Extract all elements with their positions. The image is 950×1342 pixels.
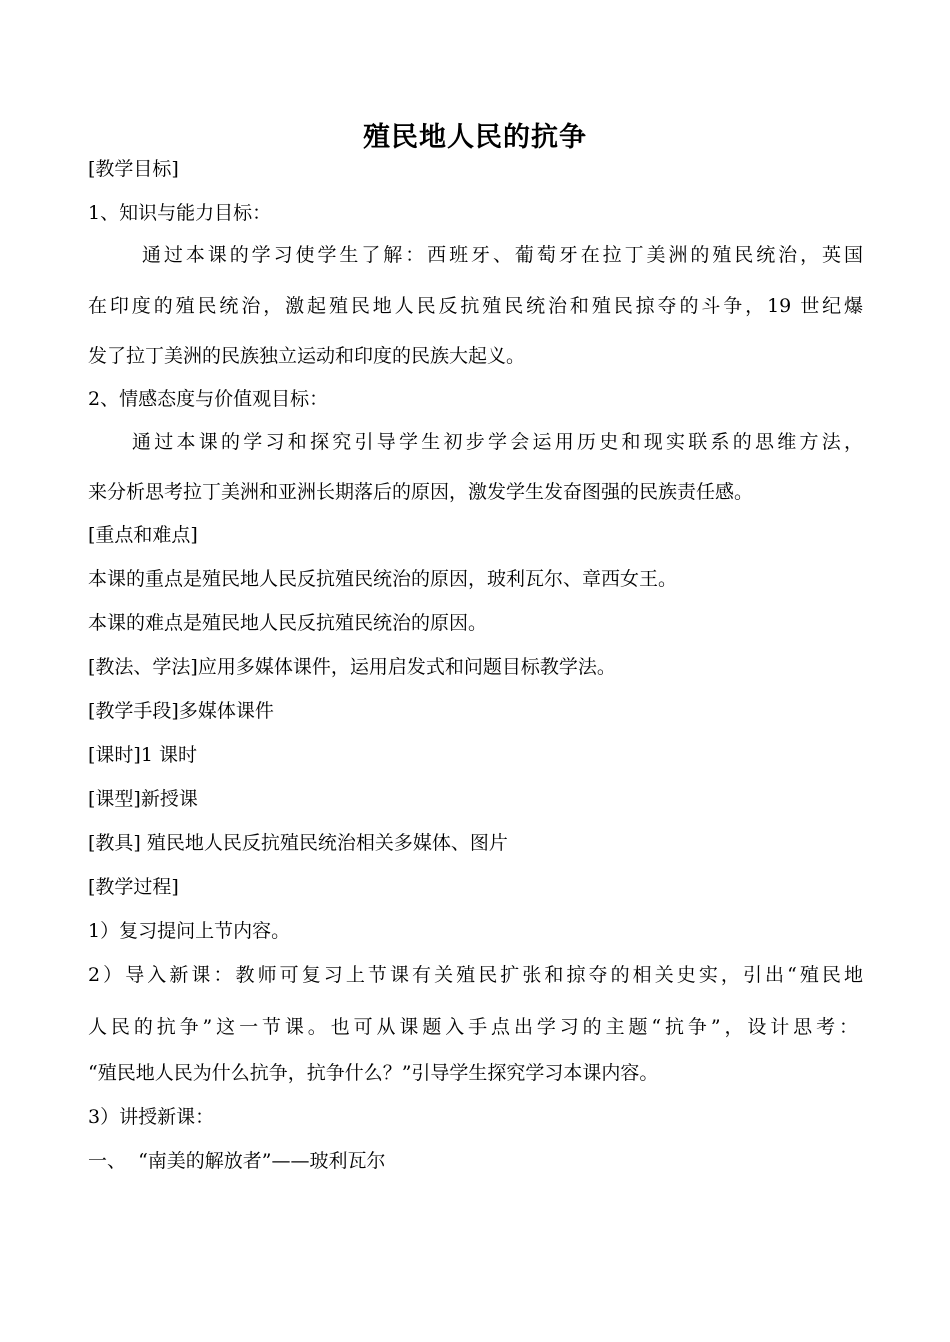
paragraph-line: 1）复习提问上节内容。 [88,920,291,942]
paragraph-line: 人民的抗争”这一节课。也可从课题入手点出学习的主题“抗争”，设计思考： [88,1016,858,1038]
paragraph-line: 通过本课的学习和探究引导学生初步学会运用历史和现实联系的思维方法， [132,431,863,453]
paragraph-line: 通过本课的学习使学生了解：西班牙、葡萄牙在拉丁美洲的殖民统治，英国 [142,244,863,266]
paragraph-line: [教具] 殖民地人民反抗殖民统治相关多媒体、图片 [88,832,508,854]
paragraph-line: 3）讲授新课： [88,1106,215,1128]
paragraph-line: [课时]1 课时 [88,744,197,766]
section-heading-teaching-process: [教学过程] [88,876,179,898]
paragraph-line: 在印度的殖民统治，激起殖民地人民反抗殖民统治和殖民掠夺的斗争，19 世纪爆 [88,295,863,317]
paragraph-line: [教学手段]多媒体课件 [88,700,274,722]
paragraph-line: 2）导入新课：教师可复习上节课有关殖民扩张和掠夺的相关史实，引出“殖民地 [88,964,863,986]
paragraph-line: [课型]新授课 [88,788,198,810]
section-heading-teaching-goals: [教学目标] [88,158,179,180]
document-title: 殖民地人民的抗争 [363,122,587,153]
section-heading-key-points: [重点和难点] [88,524,198,546]
subheading-knowledge-ability: 1、知识与能力目标： [88,202,272,224]
paragraph-line: 本课的难点是殖民地人民反抗殖民统治的原因。 [88,612,488,634]
paragraph-line: 来分析思考拉丁美洲和亚洲长期落后的原因，激发学生发奋图强的民族责任感。 [88,481,754,503]
paragraph-line: “殖民地人民为什么抗争，抗争什么？”引导学生探究学习本课内容。 [88,1062,659,1084]
paragraph-line: 本课的重点是殖民地人民反抗殖民统治的原因，玻利瓦尔、章西女王。 [88,568,678,590]
subheading-emotion-values: 2、情感态度与价值观目标： [88,388,329,410]
paragraph-line: 一、 “南美的解放者”——玻利瓦尔 [88,1150,386,1172]
paragraph-line: [教法、学法]应用多媒体课件，运用启发式和问题目标教学法。 [88,656,616,678]
paragraph-line: 发了拉丁美洲的民族独立运动和印度的民族大起义。 [88,345,526,367]
